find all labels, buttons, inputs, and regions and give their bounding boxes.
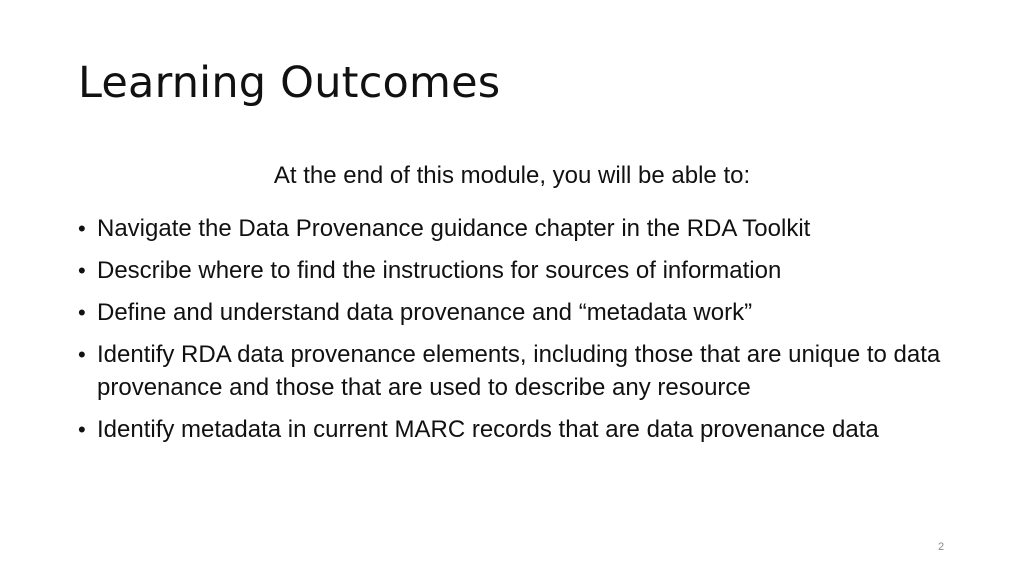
bullet-icon: •: [78, 342, 86, 367]
bullet-icon: •: [78, 417, 86, 442]
list-item-text: Identify metadata in current MARC records that are data provenance data: [97, 416, 879, 443]
list-item: [78, 338, 958, 404]
list-item: [78, 413, 958, 446]
intro-text: At the end of this module, you will be able to:: [273, 162, 751, 189]
list-item-text: Define and understand data provenance and “metadata work”: [97, 299, 753, 326]
list-item: [78, 254, 958, 287]
list-item: [78, 296, 958, 329]
bullet-icon: •: [78, 258, 86, 283]
list-item-text: Describe where to find the instructions for sources of information: [97, 257, 782, 284]
page-number: 2: [937, 541, 945, 553]
bullet-icon: •: [78, 300, 86, 325]
outcomes-list: [78, 212, 958, 455]
bullet-icon: •: [78, 216, 86, 241]
list-item-text: Identify RDA data provenance elements, including those that are unique to data provenance and those that are used to describe any resource: [97, 341, 941, 401]
list-item-text: Navigate the Data Provenance guidance chapter in the RDA Toolkit: [97, 215, 811, 242]
slide-title: Learning Outcomes: [78, 58, 501, 108]
list-item: [78, 212, 958, 245]
